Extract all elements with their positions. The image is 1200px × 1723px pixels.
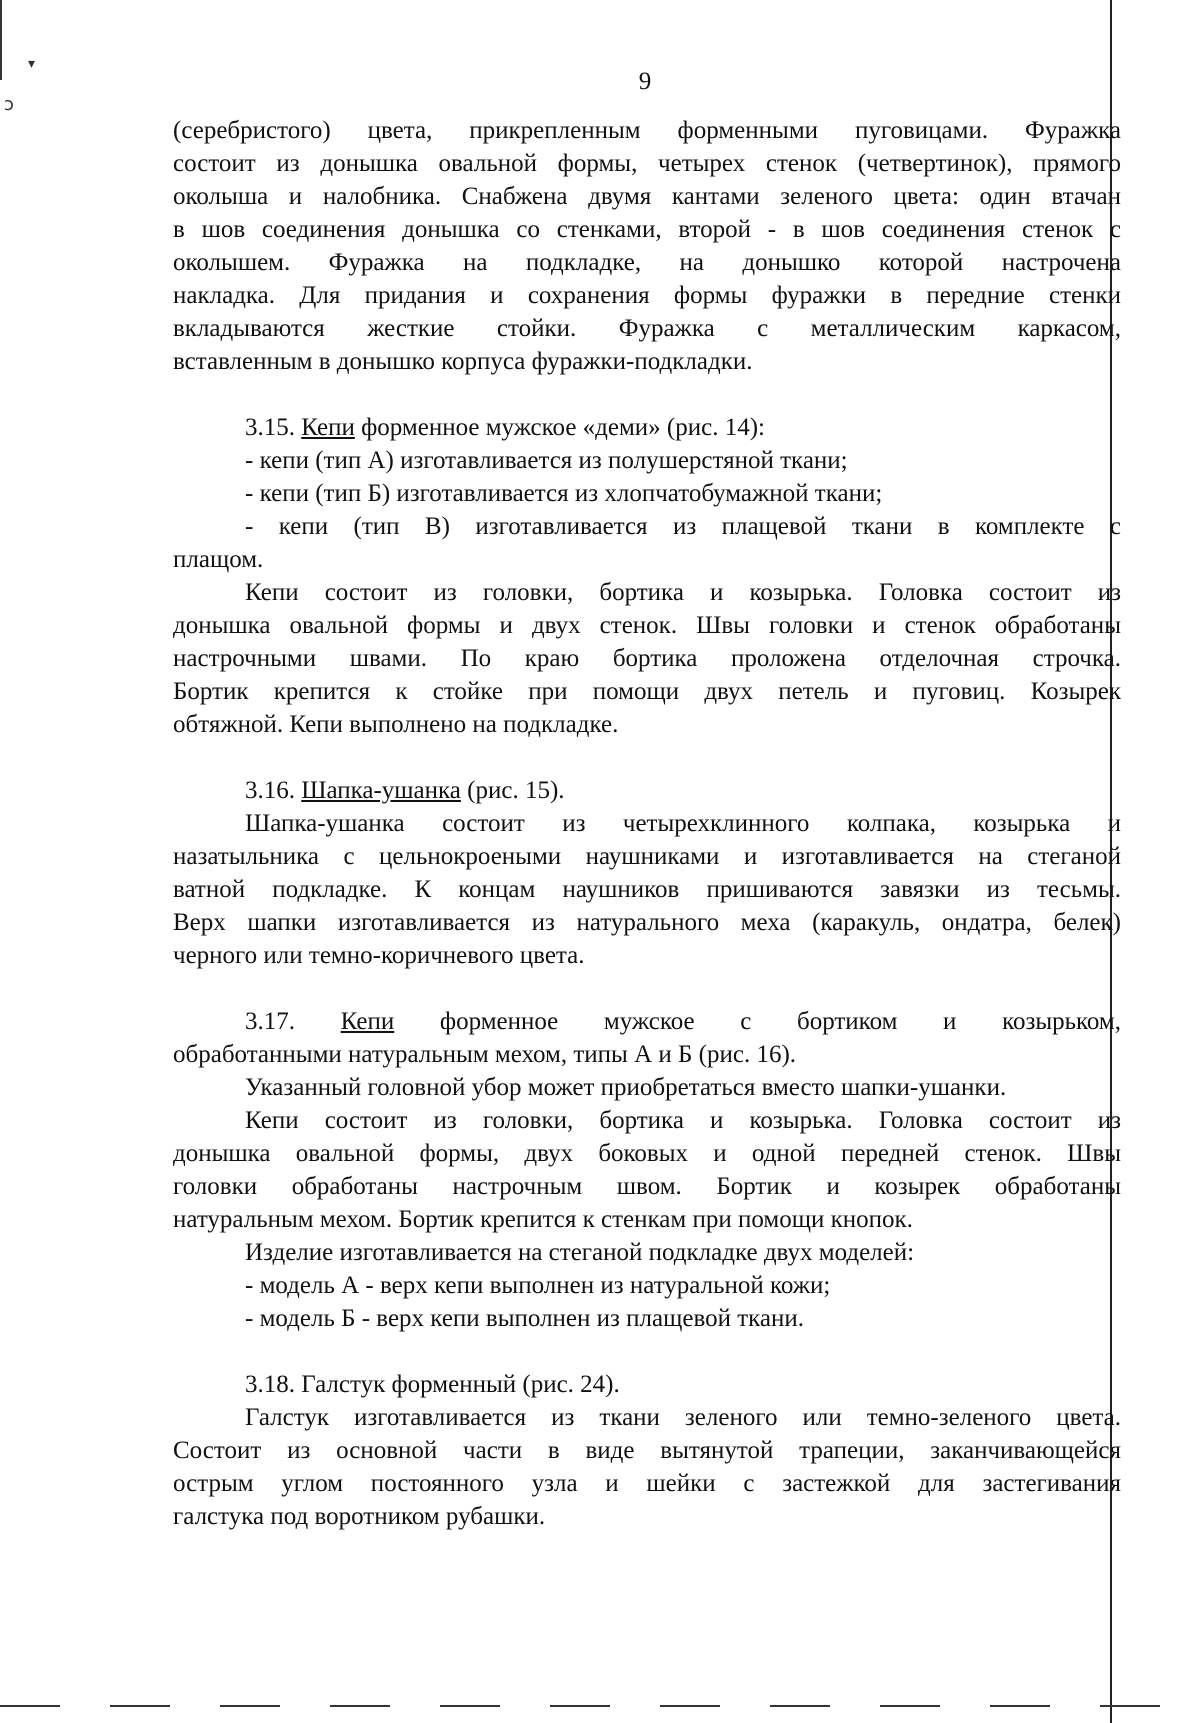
text-line: накладка. Для придания и сохранения формы фуражки в передние стенки bbox=[173, 282, 1121, 309]
text-line: настрочными швами. По краю бортика проложена отделочная строчка. bbox=[173, 645, 1121, 672]
text-line: назатыльника с цельнокроеными наушниками и изготавливается на стеганой bbox=[173, 843, 1121, 870]
text-line: головки обработаны настрочным швом. Бортик и козырек обработаны bbox=[173, 1173, 1121, 1200]
text-line: острым углом постоянного узла и шейки с застежкой для застегивания bbox=[173, 1470, 1121, 1497]
section-title: Шапка-ушанка bbox=[301, 777, 461, 804]
list-item: - кепи (тип Б) изготавливается из хлопчатобумажной ткани; bbox=[245, 480, 883, 507]
text-line: околышем. Фуражка на подкладке, на донышко которой настрочена bbox=[173, 249, 1121, 276]
text-line: вкладываются жесткие стойки. Фуражка с металлическим каркасом, bbox=[173, 315, 1121, 342]
section-title: Кепи bbox=[301, 414, 355, 441]
text-line: ватной подкладке. К концам наушников пришиваются завязки из тесьмы. bbox=[173, 876, 1121, 903]
text-line: обтяжной. Кепи выполнено на подкладке. bbox=[173, 711, 619, 738]
text-line: Верх шапки изготавливается из натурального меха (каракуль, ондатра, белек) bbox=[173, 909, 1121, 936]
text-line: Изделие изготавливается на стеганой подкладке двух моделей: bbox=[245, 1239, 915, 1266]
section-heading: 3.17. Кепи форменное мужское с бортиком и козырьком, bbox=[245, 1008, 1121, 1035]
section-3-15 bbox=[173, 411, 1121, 741]
section-heading: 3.18. Галстук форменный (рис. 24). bbox=[245, 1371, 620, 1398]
text-line: вставленным в донышко корпуса фуражки-подкладки. bbox=[173, 348, 753, 375]
text-line: Шапка-ушанка состоит из четырехклинного колпака, козырька и bbox=[245, 810, 1121, 837]
scan-speck: ↄ bbox=[4, 94, 14, 115]
text-line: Состоит из основной части в виде вытянутой трапеции, заканчивающейся bbox=[173, 1437, 1121, 1464]
section-title: Кепи bbox=[340, 1008, 395, 1035]
section-3-17 bbox=[173, 1005, 1121, 1335]
text-line: натуральным мехом. Бортик крепится к стенкам при помощи кнопок. bbox=[173, 1206, 913, 1233]
section-3-16 bbox=[173, 774, 1121, 972]
section-heading: 3.16. Шапка-ушанка (рис. 15). bbox=[245, 777, 565, 804]
text-line: галстука под воротником рубашки. bbox=[173, 1503, 546, 1530]
section-3-18 bbox=[173, 1368, 1121, 1533]
text-line: состоит из донышка овальной формы, четырех стенок (четвертинок), прямого bbox=[173, 150, 1121, 177]
text-line: обработанными натуральным мехом, типы А и Б (рис. 16). bbox=[173, 1041, 797, 1068]
text-line: (серебристого) цвета, прикрепленным форменными пуговицами. Фуражка bbox=[173, 117, 1121, 144]
intro-paragraph bbox=[173, 114, 1121, 378]
text-line: Указанный головной убор может приобретаться вместо шапки-ушанки. bbox=[245, 1074, 1007, 1101]
document-body bbox=[173, 114, 1121, 1533]
text-line: Кепи состоит из головки, бортика и козырька. Головка состоит из bbox=[245, 1107, 1121, 1134]
list-item: - кепи (тип А) изготавливается из полушерстяной ткани; bbox=[245, 447, 848, 474]
section-heading: 3.15. Кепи форменное мужское «деми» (рис. 14): bbox=[245, 414, 765, 441]
text-line: Бортик крепится к стойке при помощи двух петель и пуговиц. Козырек bbox=[173, 678, 1121, 705]
text-line: в шов соединения донышка со стенками, второй - в шов соединения стенок с bbox=[173, 216, 1121, 243]
list-item: - кепи (тип В) изготавливается из плащевой ткани в комплекте с bbox=[245, 513, 1121, 540]
text-line: околыша и налобника. Снабжена двумя кантами зеленого цвета: один втачан bbox=[173, 183, 1121, 210]
text-line: Галстук изготавливается из ткани зеленого или темно-зеленого цвета. bbox=[245, 1404, 1121, 1431]
text-line: донышка овальной формы, двух боковых и одной передней стенок. Швы bbox=[173, 1140, 1121, 1167]
text-line: черного или темно-коричневого цвета. bbox=[173, 942, 585, 969]
scan-edge-bottom bbox=[0, 1705, 1200, 1707]
list-item: - модель А - верх кепи выполнен из натуральной кожи; bbox=[245, 1272, 831, 1299]
text-line: донышка овальной формы и двух стенок. Швы головки и стенок обработаны bbox=[173, 612, 1121, 639]
list-item: плащом. bbox=[173, 546, 264, 573]
text-line: Кепи состоит из головки, бортика и козырька. Головка состоит из bbox=[245, 579, 1121, 606]
list-item: - модель Б - верх кепи выполнен из плащевой ткани. bbox=[245, 1305, 805, 1332]
page-number: 9 bbox=[638, 68, 652, 95]
scan-speck: ▾ bbox=[28, 56, 36, 72]
